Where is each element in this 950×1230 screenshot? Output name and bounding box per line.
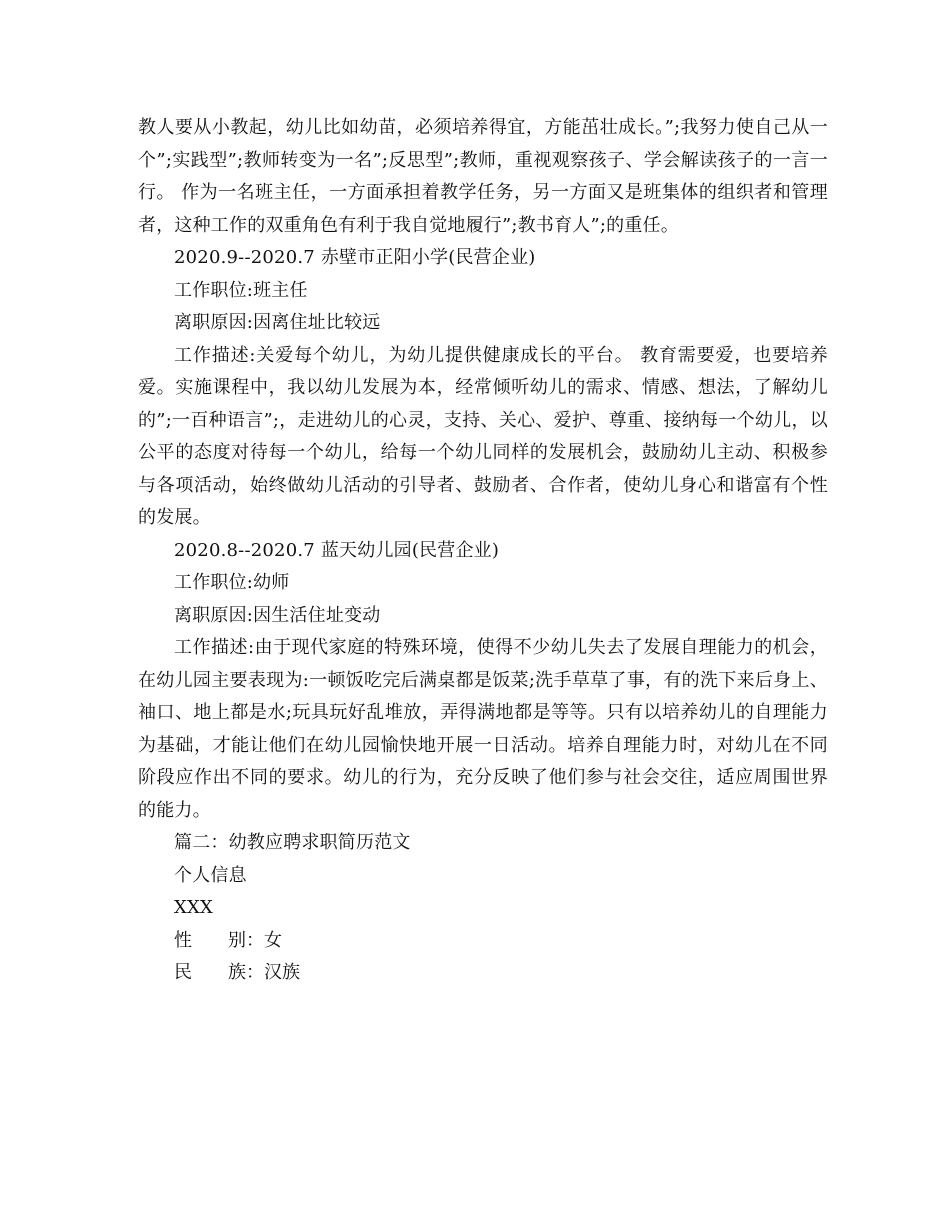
job-description-1: 工作描述:关爱每个幼儿，为幼儿提供健康成长的平台。 教育需要爱，也要培养爱。实施课程中，我以幼儿发展为本，经常倾听幼儿的需求、情感、想法，了解幼儿的”;一百种语言”;，走进幼儿的心灵，支持、关心、爱护、尊重、接纳每一个幼儿，以公平的态度对待每一个幼儿，给每一个幼儿同样的发展机会，鼓励幼儿主动、积极参与各项活动，始终做幼儿活动的引导者、鼓励者、合作者，使幼儿身心和谐富有个性的发展。 bbox=[138, 344, 828, 528]
personal-info-heading: 个人信息 bbox=[174, 864, 247, 886]
field-ethnicity bbox=[138, 957, 828, 990]
section-heading: 篇二：幼教应聘求职简历范文 bbox=[174, 832, 411, 853]
leave-reason-2: 离职原因:因生活住址变动 bbox=[174, 604, 381, 626]
field-ethnicity-value: 汉族 bbox=[264, 962, 300, 983]
job-position-1: 工作职位:班主任 bbox=[174, 279, 308, 301]
field-gender-label: 性 别： bbox=[174, 929, 264, 951]
job-period-1: 2020.9--2020.7 赤壁市正阳小学(民营企业) bbox=[174, 247, 536, 268]
job-period-2: 2020.8--2020.7 蓝天幼儿园(民营企业) bbox=[174, 539, 500, 561]
job-description-2: 工作描述:由于现代家庭的特殊环境，使得不少幼儿失去了发展自理能力的机会，在幼儿园主要表现为:一顿饭吃完后满桌都是饭菜;洗手草草了事，有的洗下来后身上、袖口、地上都是水;玩具玩好乱堆放，弄得满地都是等等。只有以培养幼儿的自理能力为基础，才能让他们在幼儿园愉快地开展一日活动。培养自理能力时，对幼儿在不同阶段应作出不同的要求。幼儿的行为，充分反映了他们参与社会交往，适应周围世界的能力。 bbox=[138, 637, 828, 821]
field-gender-value: 女 bbox=[264, 929, 282, 951]
job-position-2: 工作职位:幼师 bbox=[174, 572, 290, 593]
person-name: XXX bbox=[174, 897, 214, 918]
field-gender bbox=[138, 925, 828, 958]
field-ethnicity-label: 民 族： bbox=[174, 962, 264, 983]
leave-reason-1: 离职原因:因离住址比较远 bbox=[174, 312, 381, 333]
document-page bbox=[138, 112, 828, 990]
paragraph-intro: 教人要从小教起，幼儿比如幼苗，必须培养得宜，方能茁壮成长。”;我努力使自己从一个”;实践型”;教师转变为一名”;反思型”;教师，重视观察孩子、学会解读孩子的一言一行。 作为一名班主任，一方面承担着教学任务，另一方面又是班集体的组织者和管理者，这种工作的双重角色有利于我自觉地履行”;教书育人”;的重任。 bbox=[138, 117, 829, 236]
